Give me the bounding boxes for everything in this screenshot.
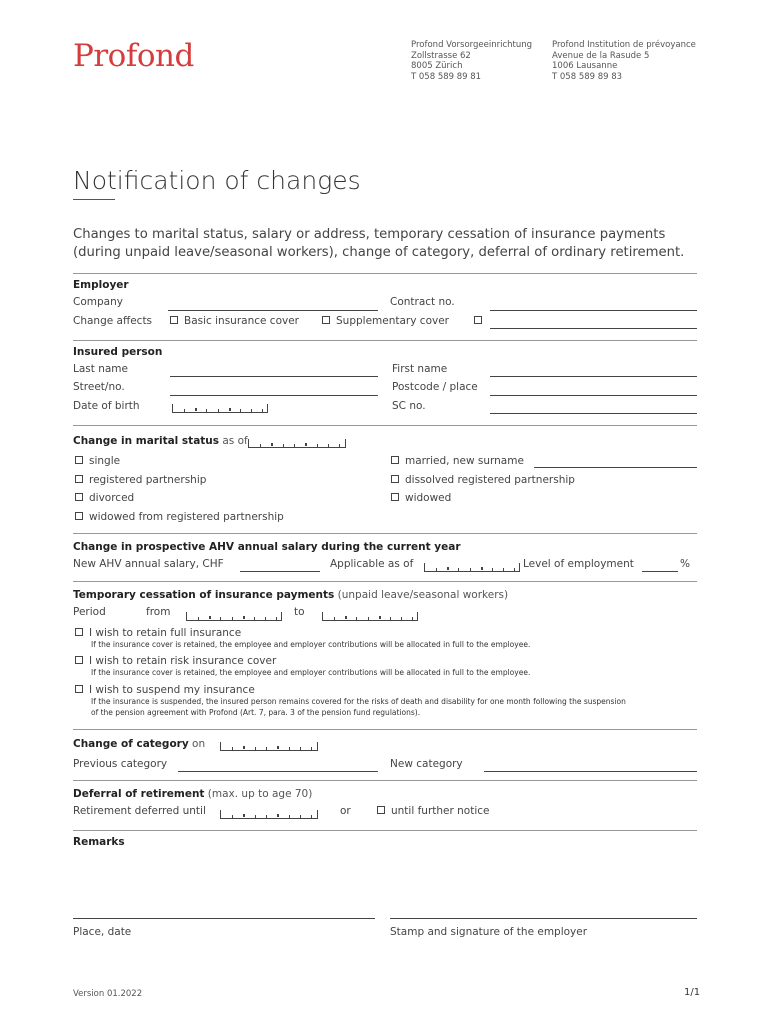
retain-risk-checkbox[interactable]: [75, 656, 83, 664]
suspend-note-line2: of the pension agreement with Profond (Art. 7, para. 3 of the pension fund regulations).: [91, 708, 421, 717]
previous-category-field[interactable]: [178, 771, 378, 772]
category-date-field[interactable]: [220, 742, 318, 751]
option-label: dissolved registered partnership: [405, 474, 575, 486]
first-name-field[interactable]: [490, 376, 697, 377]
company-field[interactable]: [168, 310, 378, 311]
until-notice-checkbox[interactable]: [377, 806, 385, 814]
page-title: Notification of changes: [73, 166, 361, 195]
last-name-field[interactable]: [170, 376, 378, 377]
address-line: Profond Institution de prévoyance: [552, 40, 696, 50]
option-label: single: [89, 455, 121, 467]
divorced-checkbox[interactable]: [75, 493, 83, 501]
retain-full-note: If the insurance cover is retained, the employee and employer contributions will be allocated in full to the employee.: [91, 640, 531, 649]
employment-field[interactable]: [642, 571, 678, 572]
widowed-checkbox[interactable]: [391, 493, 399, 501]
divorced-option[interactable]: [75, 492, 134, 504]
option-label: I wish to retain full insurance: [89, 627, 242, 639]
option-label: I wish to suspend my insurance: [89, 684, 255, 696]
single-option[interactable]: [75, 455, 120, 467]
option-label: divorced: [89, 492, 135, 504]
widowed-rp-checkbox[interactable]: [75, 512, 83, 520]
address-line: 1006 Lausanne: [552, 61, 618, 71]
address-fr: [552, 40, 696, 82]
profond-logo: Profond: [73, 38, 194, 74]
option-label: married, new surname: [405, 455, 524, 467]
street-label: Street/no.: [73, 381, 125, 393]
single-checkbox[interactable]: [75, 456, 83, 464]
basic-cover-option[interactable]: [170, 315, 299, 327]
section-divider: [73, 581, 697, 582]
section-divider: [73, 273, 697, 274]
from-label: from: [146, 606, 171, 618]
section-divider: [73, 425, 697, 426]
previous-category-label: Previous category: [73, 758, 168, 770]
registered-option[interactable]: [75, 474, 206, 486]
marital-date-field[interactable]: [248, 439, 346, 448]
salary-heading: Change in prospective AHV annual salary during the current year: [73, 541, 461, 553]
address-de: [411, 40, 532, 82]
married-option[interactable]: [391, 455, 524, 467]
address-line: Profond Vorsorgeeinrichtung: [411, 40, 533, 50]
place-date-field[interactable]: [73, 918, 375, 919]
to-date-field[interactable]: [322, 612, 418, 621]
section-divider: [73, 533, 697, 534]
basic-cover-label: Basic insurance cover: [184, 315, 299, 327]
supplementary-cover-label: Supplementary cover: [336, 315, 449, 327]
deferred-label: Retirement deferred until: [73, 805, 206, 817]
new-salary-field[interactable]: [240, 571, 320, 572]
postcode-label: Postcode / place: [392, 381, 478, 393]
suspend-note-line1: If the insurance is suspended, the insured person remains covered for the risks of death and disability for one month following the suspension: [91, 697, 626, 706]
registered-checkbox[interactable]: [75, 475, 83, 483]
retain-full-checkbox[interactable]: [75, 628, 83, 636]
insured-heading: Insured person: [73, 346, 163, 358]
period-label: Period: [73, 606, 106, 618]
cessation-heading: Temporary cessation of insurance payments (unpaid leave/seasonal workers): [73, 589, 509, 601]
supplementary-cover-option[interactable]: [322, 315, 449, 327]
last-name-label: Last name: [73, 363, 128, 375]
new-salary-label: New AHV annual salary, CHF: [73, 558, 224, 570]
other-cover-option[interactable]: [474, 315, 488, 327]
applicable-date-field[interactable]: [424, 563, 520, 572]
section-divider: [73, 830, 697, 831]
new-category-field[interactable]: [484, 771, 697, 772]
sc-label: SC no.: [392, 400, 426, 412]
widowed-rp-option[interactable]: [75, 511, 284, 523]
employment-label: Level of employment: [523, 558, 634, 570]
page-number: 1/1: [684, 987, 701, 998]
contract-field[interactable]: [490, 310, 697, 311]
street-field[interactable]: [170, 395, 378, 396]
title-underline: [73, 199, 115, 200]
new-category-label: New category: [390, 758, 463, 770]
suspend-option[interactable]: [75, 684, 255, 696]
address-line: Zollstrasse 62: [411, 50, 471, 61]
address-line: T 058 589 89 81: [411, 71, 482, 82]
option-label: until further notice: [391, 805, 490, 817]
category-heading: Change of category on: [73, 738, 206, 750]
deferral-heading: Deferral of retirement (max. up to age 70): [73, 788, 313, 800]
company-label: Company: [73, 296, 123, 308]
change-affects-label: Change affects: [73, 315, 153, 327]
widowed-option[interactable]: [391, 492, 451, 504]
supplementary-cover-checkbox[interactable]: [322, 316, 330, 324]
retain-full-option[interactable]: [75, 627, 241, 639]
or-label: or: [340, 805, 351, 817]
intro-text: Changes to marital status, salary or address, temporary cessation of insurance payments (during unpaid leave/seasonal workers), change of category, deferral of ordinary retirement.: [73, 227, 685, 260]
contract-label: Contract no.: [390, 296, 455, 308]
option-label: widowed: [405, 492, 452, 504]
retain-risk-option[interactable]: [75, 655, 276, 667]
stamp-signature-field[interactable]: [390, 918, 697, 919]
remarks-heading: Remarks: [73, 836, 125, 848]
dissolved-checkbox[interactable]: [391, 475, 399, 483]
basic-cover-checkbox[interactable]: [170, 316, 178, 324]
section-divider: [73, 729, 697, 730]
employer-heading: Employer: [73, 279, 129, 291]
version-label: Version 01.2022: [73, 989, 143, 999]
address-line: T 058 589 89 83: [552, 71, 623, 82]
section-divider: [73, 780, 697, 781]
suspend-checkbox[interactable]: [75, 685, 83, 693]
from-date-field[interactable]: [186, 612, 282, 621]
dob-date-field[interactable]: [172, 404, 268, 413]
new-surname-field[interactable]: [534, 467, 697, 468]
applicable-label: Applicable as of: [330, 558, 414, 570]
remarks-field[interactable]: [73, 852, 697, 912]
deferred-date-field[interactable]: [220, 810, 318, 819]
option-label: I wish to retain risk insurance cover: [89, 655, 277, 667]
address-line: 8005 Zürich: [411, 61, 463, 71]
address-line: Avenue de la Rasude 5: [552, 50, 650, 61]
stamp-signature-label: Stamp and signature of the employer: [390, 926, 588, 938]
percent-label: %: [680, 558, 690, 570]
other-cover-checkbox[interactable]: [474, 316, 482, 324]
to-label: to: [294, 606, 305, 618]
marital-heading: Change in marital status as of: [73, 435, 248, 447]
retain-risk-note: If the insurance cover is retained, the employee and employer contributions will be allocated in full to the employee.: [91, 668, 531, 677]
married-checkbox[interactable]: [391, 456, 399, 464]
dissolved-option[interactable]: [391, 474, 575, 486]
place-date-label: Place, date: [73, 926, 132, 938]
postcode-field[interactable]: [490, 395, 697, 396]
sc-field[interactable]: [490, 413, 697, 414]
dob-label: Date of birth: [73, 400, 140, 412]
option-label: widowed from registered partnership: [89, 511, 284, 523]
until-notice-option[interactable]: [377, 805, 490, 817]
section-divider: [73, 340, 697, 341]
option-label: registered partnership: [89, 474, 207, 486]
first-name-label: First name: [392, 363, 448, 375]
other-cover-field[interactable]: [490, 328, 697, 329]
